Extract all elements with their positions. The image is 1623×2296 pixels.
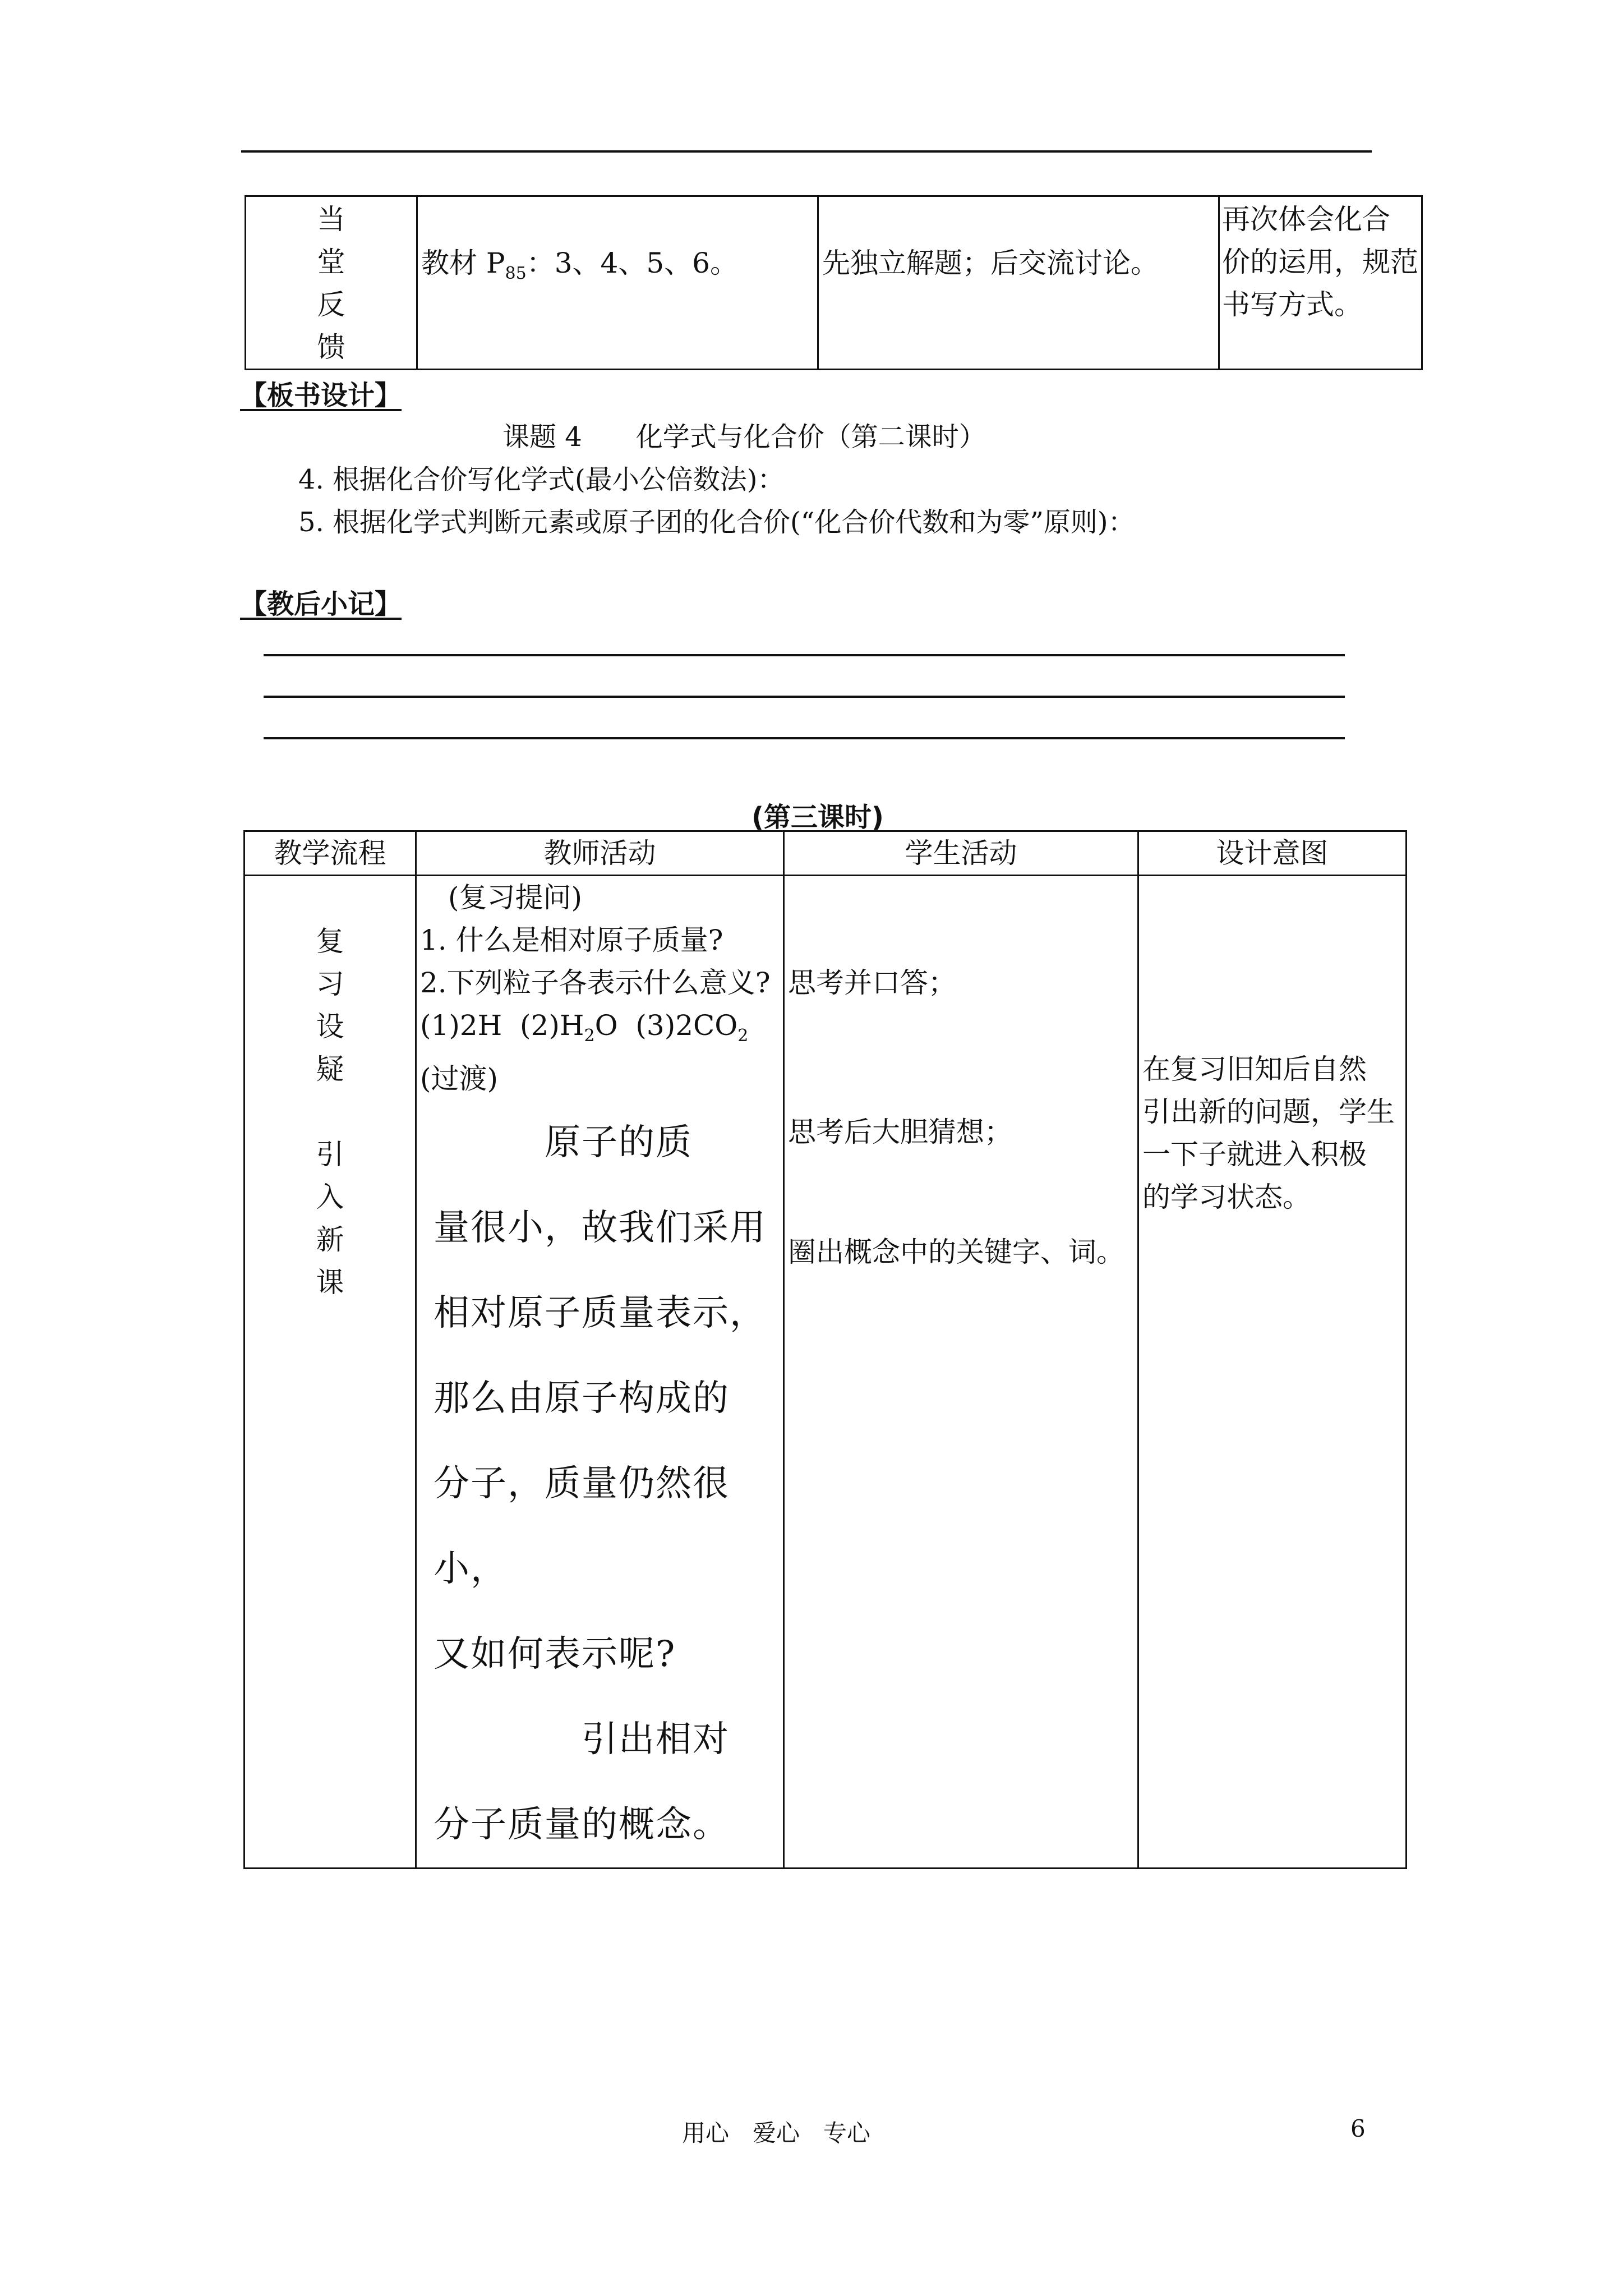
- flow-char: 反: [317, 288, 345, 321]
- table-row: [246, 196, 1422, 370]
- column-header: 学生活动: [784, 831, 1138, 876]
- formula-line: (1)2H $(2)H_2O$ $(3)2CO_2$: [420, 1009, 749, 1046]
- board-title: 课题 4 化学式与化合价（第二课时）: [502, 421, 986, 453]
- board-heading: 【板书设计】: [240, 380, 402, 411]
- flow-char: 馈: [317, 331, 345, 364]
- column-header: 设计意图: [1138, 831, 1407, 876]
- page-number: 6: [1350, 2115, 1366, 2142]
- notes-line: [264, 696, 1345, 698]
- table-header-row: [245, 831, 1407, 876]
- notes-heading: 【教后小记】: [240, 588, 402, 620]
- column-header: 教学流程: [245, 831, 416, 876]
- flow-char: 当: [317, 203, 345, 236]
- student-cell: 思考并口答； 思考后大胆猜想； 圈出概念中的关键字、词。: [784, 876, 1138, 1869]
- header-rule: [241, 150, 1372, 153]
- board-item-5: 5. 根据化学式判断元素或原子团的化合价(“化合价代数和为零”原则)：: [298, 507, 1135, 538]
- teacher-cell: 教材 $P_{85}$：3、4、5、6。: [417, 196, 818, 370]
- feedback-table: [245, 195, 1423, 370]
- flow-cell: 复 习 设 疑 引 入 新 课: [245, 876, 416, 1869]
- teacher-cell: (复习提问) 1. 什么是相对原子质量? 2.下列粒子各表示什么意义? (1)2H $(2)H_2O$ $(3)2CO_2$ (过渡) 原子的质 量很小，故我们采用 相对原子质量表示， 那么由原子构成的 分子，质量仍然很小， 又如何表示呢? 引出相对 分子质量的概念。: [416, 876, 784, 1869]
- notes-line: [264, 737, 1345, 739]
- flow-cell: [246, 196, 417, 370]
- student-cell: 先独立解题；后交流讨论。: [818, 196, 1219, 370]
- board-item-4: 4. 根据化合价写化学式(最小公倍数法)：: [298, 464, 785, 495]
- column-header: 教师活动: [416, 831, 784, 876]
- flow-char: 堂: [317, 246, 345, 278]
- notes-line: [264, 654, 1345, 656]
- lesson3-table: [243, 830, 1407, 1869]
- table-row: [245, 876, 1407, 1869]
- footer-motto: 用心 爱心 专心: [682, 2119, 871, 2147]
- intent-cell: 在复习旧知后自然 引出新的问题，学生 一下子就进入积极 的学习状态。: [1138, 876, 1407, 1869]
- lesson3-title: (第三课时): [751, 802, 884, 833]
- intent-cell: 再次体会化合 价的运用，规范 书写方式。: [1219, 196, 1422, 370]
